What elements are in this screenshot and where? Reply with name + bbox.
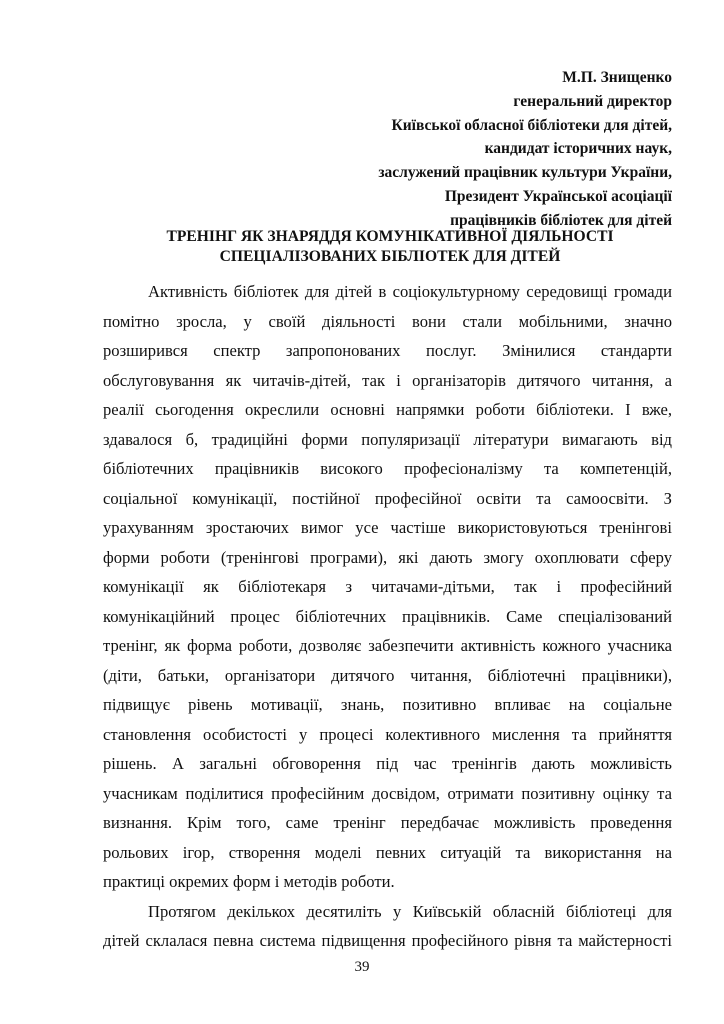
text-line: обслуговування як читачів-дітей, так і організаторів дитячого читання, а (103, 370, 672, 390)
author-block (378, 66, 672, 233)
text-line: визнання. Крім того, саме тренінг передбачає можливість проведення (103, 813, 672, 832)
text-line: (діти, батьки, організатори дитячого читання, бібліотечні працівники), (103, 665, 672, 685)
text-line: розширився спектр запропонованих послуг. Змінилися стандарти (103, 341, 672, 360)
text-line: форми роботи (тренінгові програми), які дають змогу охоплювати сферу (103, 547, 672, 567)
paragraph-2 (103, 897, 672, 956)
author-degree: кандидат історичних наук, (484, 140, 672, 158)
author-name: М.П. Знищенко (562, 69, 672, 86)
author-association-name: працівників бібліотек для дітей (450, 211, 672, 229)
text-line: комунікації як бібліотекаря з читачами-дітьми, так і професійний (103, 577, 672, 596)
author-honor: заслужений працівник культури України, (378, 164, 672, 182)
text-line: соціальної комунікації, постійної професійної освіти та самоосвіти. З (103, 488, 672, 508)
text-line: учасникам поділитися професійним досвідом, отримати позитивну оцінку та (103, 783, 672, 803)
text-line: помітно зросла, у своїй діяльності вони стали мобільними, значно (103, 311, 672, 331)
article-title (90, 227, 690, 267)
text-line: становлення особистості у процесі колективного мислення та прийняття (103, 724, 672, 744)
article-body (103, 277, 672, 956)
text-line: підвищує рівень мотивації, знань, позитивно впливає на соціальне (103, 695, 672, 714)
text-line: бібліотечних працівників високого професіоналізму та компетенцій, (103, 459, 672, 478)
page-number: 39 (354, 959, 370, 975)
text-line: Активність бібліотек для дітей в соціокультурному середовищі громади (148, 282, 672, 301)
article-title-line-1: ТРЕНІНГ ЯК ЗНАРЯДДЯ КОМУНІКАТИВНОЇ ДІЯЛЬНОСТІ (166, 228, 614, 245)
text-line: урахуванням зростаючих вимог усе частіше використовуються тренінгові (103, 518, 672, 537)
text-line: комунікаційний процес бібліотечних працівників. Саме спеціалізований (103, 606, 672, 626)
paragraph-1 (103, 277, 672, 897)
text-line: тренінг, як форма роботи, дозволяє забезпечити активність кожного учасника (103, 636, 672, 655)
text-line: практиці окремих форм і методів роботи. (103, 872, 395, 891)
text-line: здавалося б, традиційні форми популяризації літератури вимагають від (103, 429, 672, 449)
text-line: рішень. А загальні обговорення під час тренінгів дають можливість (103, 754, 672, 773)
author-position: генеральний директор (513, 92, 672, 110)
author-association-role: Президент Української асоціації (444, 187, 672, 205)
text-line: дітей склалася певна система підвищення професійного рівня та майстерності (103, 931, 672, 950)
text-line: Протягом декількох десятиліть у Київській обласній бібліотеці для (148, 901, 672, 921)
author-organization: Київської обласної бібліотеки для дітей, (391, 116, 672, 134)
text-line: рольових ігор, створення моделі певних ситуацій та використання на (103, 842, 672, 862)
article-title-line-2: СПЕЦІАЛІЗОВАНИХ БІБЛІОТЕК ДЛЯ ДІТЕЙ (219, 248, 561, 265)
text-line: реалії сьогодення окреслили основні напрямки роботи бібліотеки. І вже, (103, 400, 672, 419)
